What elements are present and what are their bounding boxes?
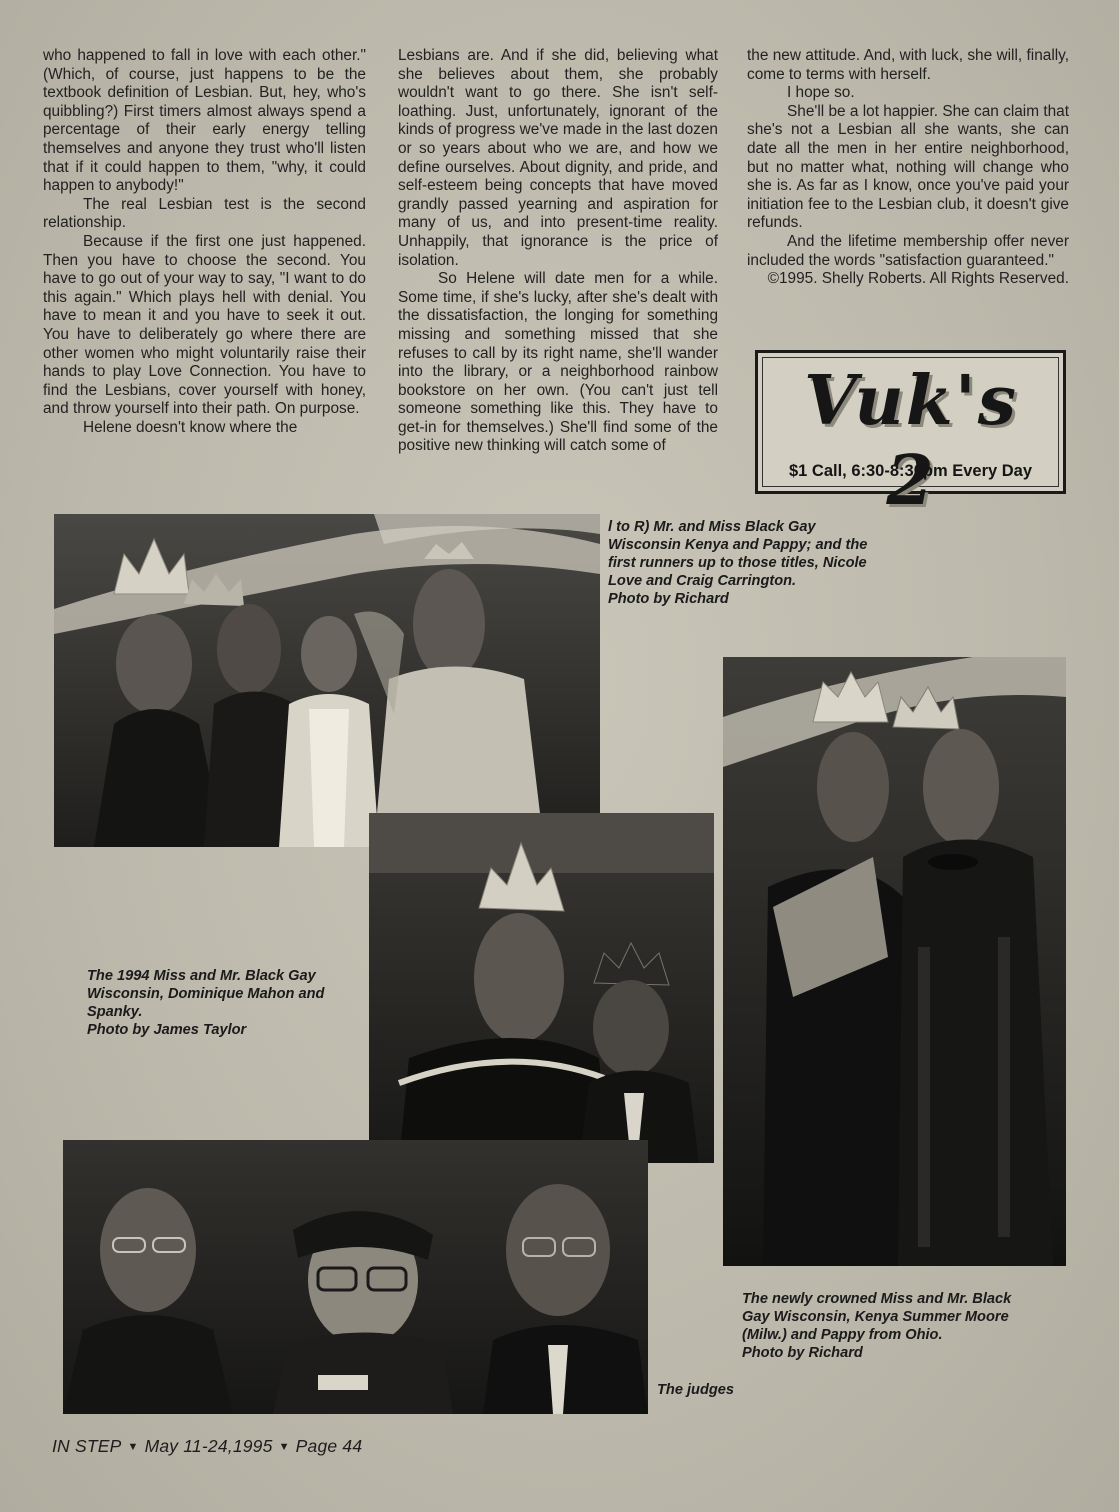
photo-judges xyxy=(63,1140,648,1414)
article-paragraph: the new attitude. And, with luck, she will, finally, come to terms with herself. xyxy=(747,47,1069,83)
article-paragraph: Lesbians are. And if she did, believing what she believes about them, she probably wouldn't want to go there. She isn't self-loathing. Just, unfortunately, ignorant of the kinds of progress we've made in the last dozen or so years about who we are, and how we define ourselves. About dignity, and pride, and self-esteem being concepts that have moved grandly passed yearning and aspiration for many of us, and into present-time reality. Unhappily, that ignorance is the price of isolation. xyxy=(398,47,718,269)
ad-logo: Vuk's 2 xyxy=(803,361,1019,521)
caption-middle-photo xyxy=(87,967,324,1039)
publication-name: IN STEP xyxy=(52,1436,122,1456)
caption-line: The 1994 Miss and Mr. Black Gay xyxy=(87,968,316,984)
caption-line: Wisconsin, Dominique Mahon and xyxy=(87,986,325,1002)
caption-line: Photo by James Taylor xyxy=(87,1022,247,1038)
photo-pageant-group xyxy=(54,514,600,847)
caption-line: Spanky. xyxy=(87,1004,143,1020)
article-paragraph: I hope so. xyxy=(787,84,855,102)
article-column-1 xyxy=(43,47,366,437)
caption-judges: The judges xyxy=(657,1382,735,1398)
caption-line: first runners up to those titles, Nicole xyxy=(608,555,867,571)
vuks-2-advertisement xyxy=(755,350,1066,521)
caption-line: Love and Craig Carrington. xyxy=(608,573,797,589)
caption-line: Wisconsin Kenya and Pappy; and the xyxy=(608,537,868,553)
caption-line: Photo by Richard xyxy=(608,591,729,607)
article-paragraph: Because if the first one just happened. Then you have to choose the second. You have to go out of your way to say, "I want to do this again." Which plays hell with denial. You have to mean it and you have to seek it out. You have to deliberately go where there are other women who might voluntarily raise their hands to play Love Connection. You have to find the Lesbians, cover yourself with honey, and throw yourself into their path. On purpose. xyxy=(43,232,366,418)
triangle-separator-icon: ▼ xyxy=(278,1441,290,1453)
article-column-2 xyxy=(398,47,718,456)
article-paragraph: And the lifetime membership offer never included the words "satisfaction guaranteed." xyxy=(747,232,1069,269)
copyright-line: ©1995. Shelly Roberts. All Rights Reserved. xyxy=(767,270,1069,288)
caption-line: Photo by Richard xyxy=(742,1345,863,1361)
caption-line: Gay Wisconsin, Kenya Summer Moore xyxy=(742,1309,1009,1325)
article-paragraph: who happened to fall in love with each other." (Which, of course, just happens to be the textbook definition of Lesbian. But, hey, who's quibbling?) First timers almost always spend a percentage of their early energy telling themselves and anyone they trust who'll listen that if it could happen to them, "why, it could happen to anybody!" xyxy=(43,47,366,195)
article-paragraph: The real Lesbian test is the second relationship. xyxy=(43,195,366,232)
page-number: Page 44 xyxy=(295,1436,363,1456)
article-column-3 xyxy=(747,47,1069,289)
article-paragraph: So Helene will date men for a while. Some time, if she's lucky, after she's dealt with the dissatisfaction, the longing for something missing and something missed that she refuses to call by its right name, she'll wander into the library, or a neighborhood rainbow bookstore on her own. (You can't just tell someone something like this. They have to get-in for themselves.) She'll find some of the positive new thinking will catch some of xyxy=(398,270,718,455)
triangle-separator-icon: ▼ xyxy=(127,1441,139,1453)
photo-1994-winners xyxy=(369,813,714,1163)
photo-newly-crowned xyxy=(723,657,1066,1266)
caption-top-photo xyxy=(608,518,867,608)
issue-date: May 11-24,1995 xyxy=(144,1436,273,1456)
caption-line: (Milw.) and Pappy from Ohio. xyxy=(742,1327,943,1343)
caption-right-photo xyxy=(742,1290,1011,1362)
article-paragraph: Helene doesn't know where the xyxy=(83,418,298,436)
ad-tagline: $1 Call, 6:30-8:30pm Every Day xyxy=(788,462,1033,480)
article-paragraph: She'll be a lot happier. She can claim that she's not a Lesbian all she wants, she can date all the men in her entire neighborhood, but no matter what, nothing will change who she is. As far as I know, once you've paid your initiation fee to the Lesbian club, it doesn't give refunds. xyxy=(747,102,1069,232)
caption-line: l to R) Mr. and Miss Black Gay xyxy=(608,519,816,535)
page-footer xyxy=(52,1436,362,1457)
caption-line: The newly crowned Miss and Mr. Black xyxy=(742,1291,1012,1307)
